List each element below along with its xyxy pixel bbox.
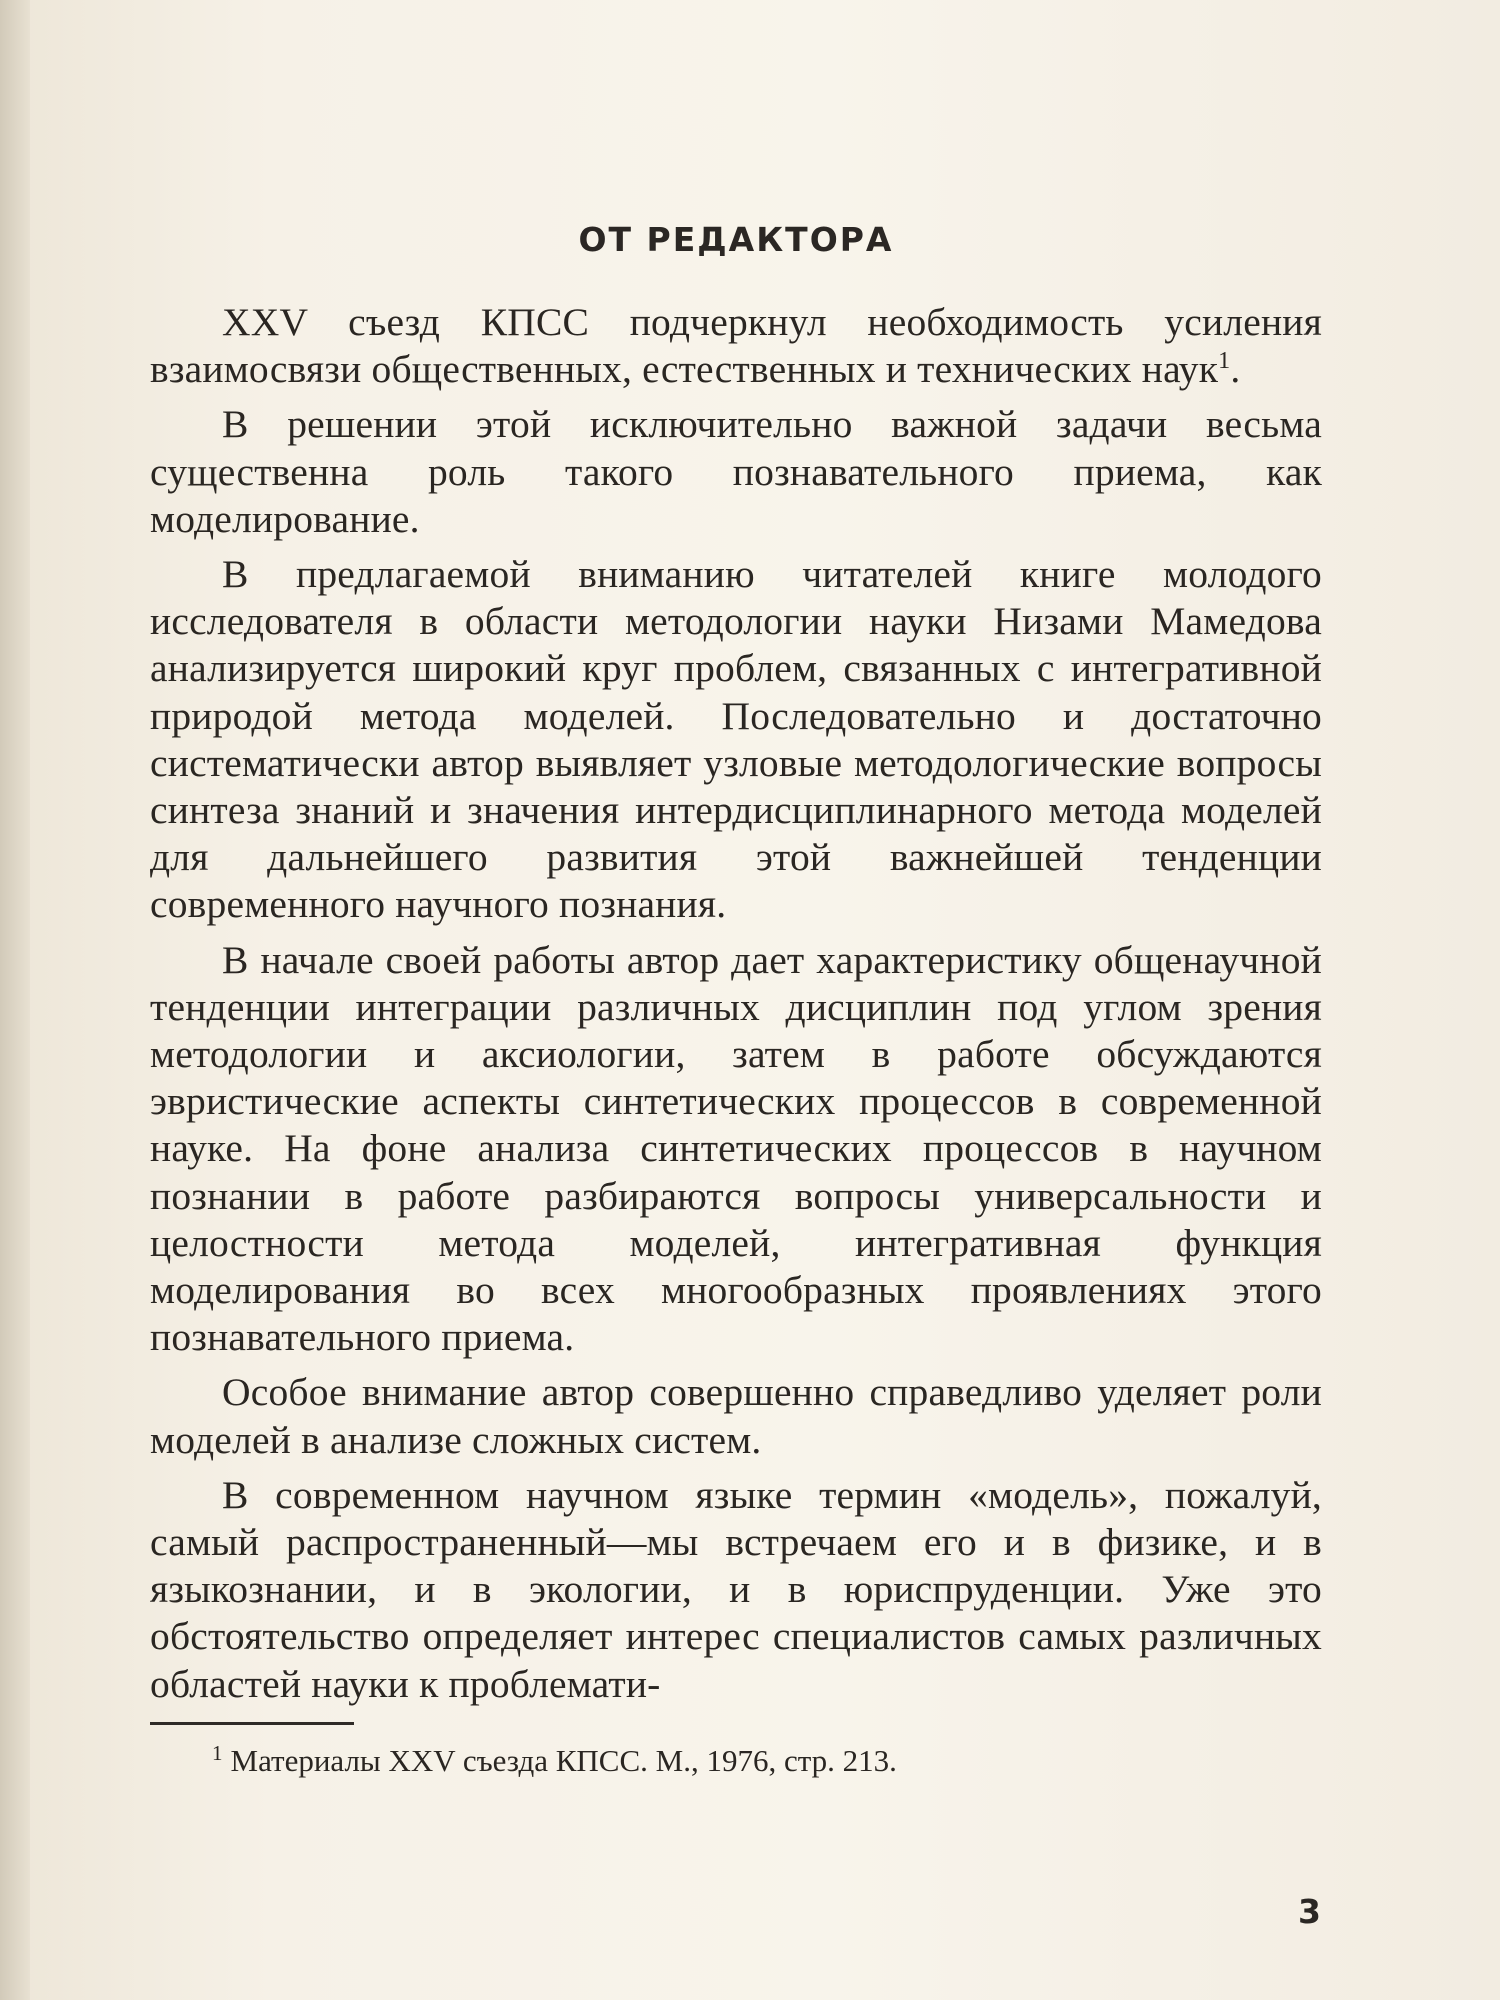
page-number: 3 (1298, 1892, 1321, 1931)
book-gutter (0, 0, 30, 2000)
paragraph-1-end: . (1230, 347, 1241, 392)
paragraph-1 (150, 299, 1322, 393)
paragraph-5: Особое внимание автор совершенно справедливо уделяет роли моделей в анализе сложных систем. (150, 1370, 1322, 1462)
page-heading: ОТ РЕДАКТОРА (578, 220, 894, 259)
footnote-reference[interactable]: 1 (1218, 348, 1231, 375)
paragraph-4: В начале своей работы автор дает характеристику общенаучной тенденции интеграции различных дисциплин под углом зрения методологии и аксиологии, затем в работе обсуждаются эвристические аспекты синтетических процессов в современной науке. На фоне анализа синтетических процессов в научном познании в работе разбираются вопросы универсальности и целостности метода моделей, интегративная функция моделирования во всех многообразных проявлениях этого познавательного приема. (150, 937, 1322, 1360)
paragraph-2: В решении этой исключительно важной задачи весьма существенна роль такого познавательного приема, как моделирование. (150, 402, 1322, 541)
footnote-marker: 1 (212, 1740, 223, 1765)
footnote (212, 1741, 1322, 1781)
paragraph-3: В предлагаемой вниманию читателей книге молодого исследователя в области методологии науки Низами Мамедова анализируется широкий круг проблем, связанных с интегративной природой метода моделей. Последовательно и достаточно систематически автор выявляет узловые методологические вопросы синтеза знаний и значения интердисциплинарного метода моделей для дальнейшего развития этой важнейшей тенденции современного научного познания. (150, 552, 1322, 927)
footnote-text: Материалы XXV съезда КПСС. М., 1976, стр. 213. (230, 1742, 897, 1778)
paragraph-1-text: XXV съезд КПСС подчеркнул необходимость усиления взаимосвязи общественных, естественных и технических наук (150, 300, 1322, 392)
page-content (150, 220, 1322, 1781)
paragraph-6: В современном научном языке термин «модель», пожалуй, самый распространенный—мы встречаем его и в физике, и в языкознании, и в экологии, и в юриспруденции. Уже это обстоятельство определяет интерес специалистов самых различных областей науки к проблемати- (150, 1472, 1322, 1706)
footnote-divider (150, 1722, 354, 1725)
